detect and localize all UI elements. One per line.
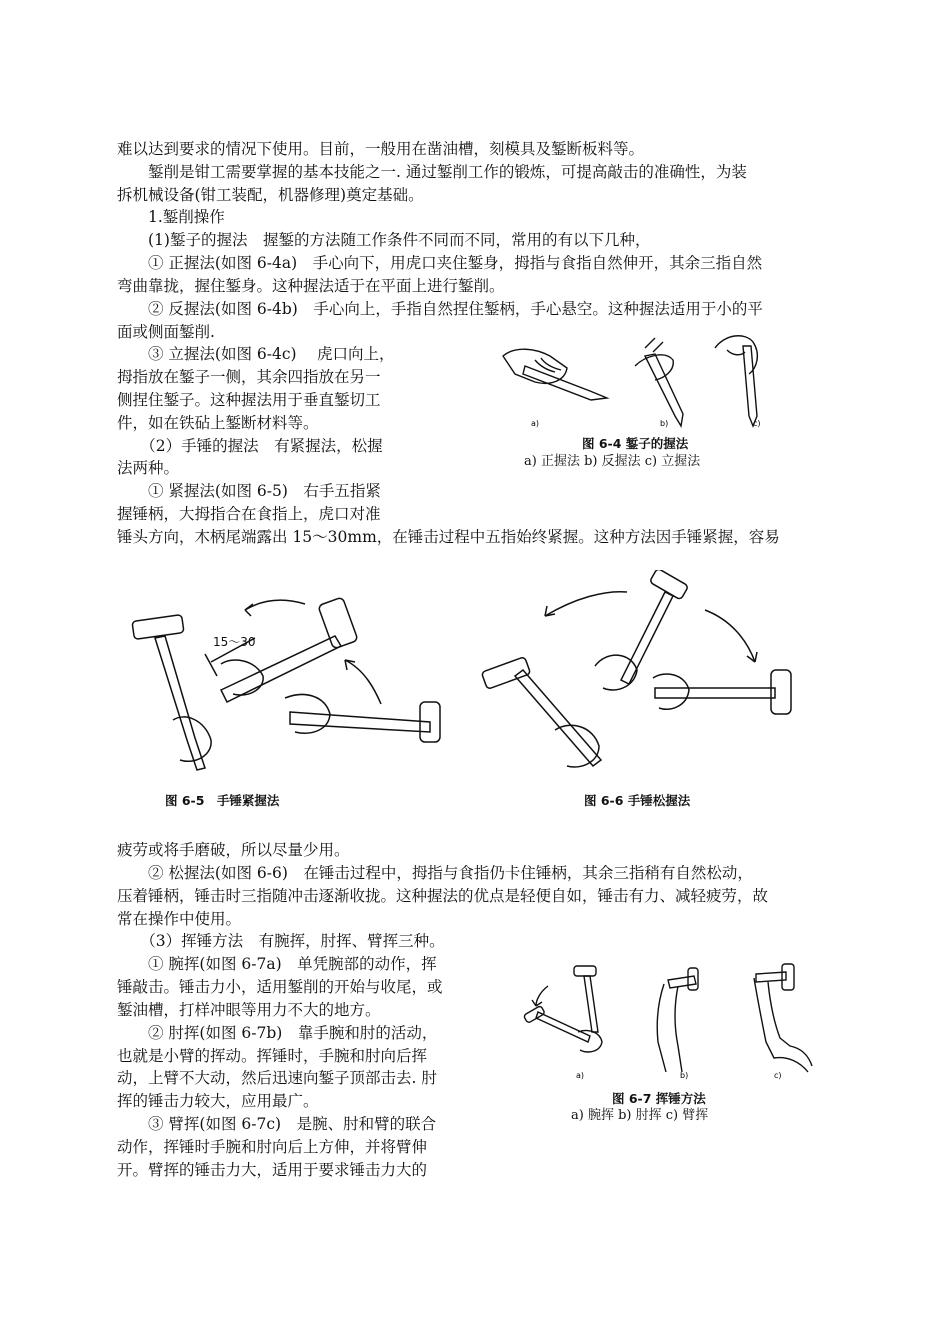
text-line: 侧捏住錾子。这种握法用于垂直錾切工 (117, 391, 381, 409)
text-line: 动，上臂不大动，然后迅速向錾子顶部击去. 肘 (117, 1069, 437, 1087)
figure-6-7-swing-methods (518, 962, 818, 1084)
figure-6-4-caption: 图 6-4 錾子的握法 (582, 436, 689, 451)
text-line: ① 腕挥(如图 6-7a) 单凭腕部的动作，挥 (117, 955, 437, 973)
text-line: 握锤柄，大拇指合在食指上，虎口对准 (117, 505, 381, 523)
text-line: ② 肘挥(如图 6-7b) 靠手腕和肘的活动， (117, 1024, 438, 1042)
text-line: 件，如在铁砧上錾断材料等。 (117, 414, 319, 432)
text-line: 錾油槽，打样冲眼等用力不大的地方。 (117, 1001, 381, 1019)
fig64-label-b: b) (660, 419, 669, 428)
figure-6-7-caption: 图 6-7 挥锤方法 (612, 1091, 706, 1106)
text-line: 疲劳或将手磨破，所以尽量少用。 (117, 841, 350, 859)
fig64-label-a: a) (531, 419, 540, 428)
fig67-label-b: b) (680, 1071, 689, 1080)
hammer-tight-grip-illustration (125, 590, 450, 780)
fig64-label-c: c) (753, 419, 761, 428)
text-line: （2）手锤的握法 有紧握法，松握 (117, 437, 383, 455)
text-line: 1.錾削操作 (117, 208, 225, 226)
text-line: 难以达到要求的情况下使用。目前，一般用在凿油槽，刻模具及錾断板料等。 (117, 140, 645, 158)
text-line: 錾削是钳工需要掌握的基本技能之一. 通过錾削工作的锻炼，可提高敲击的准确性，为装 (117, 163, 747, 181)
dimension-label: 15～30 (213, 635, 256, 649)
text-line: 弯曲靠拢，握住錾身。这种握法适于在平面上进行錾削。 (117, 277, 505, 295)
text-line: ① 紧握法(如图 6-5) 右手五指紧 (117, 482, 381, 500)
figure-6-7-subcaption: a) 腕挥 b) 肘挥 c) 臂挥 (571, 1108, 709, 1123)
text-line: (1)錾子的握法 握錾的方法随工作条件不同而不同，常用的有以下几种， (117, 231, 651, 249)
text-line: 锤敲击。锤击力小，适用錾削的开始与收尾，或 (117, 978, 443, 996)
figure-6-6-caption: 图 6-6 手锤松握法 (584, 793, 691, 808)
text-line: 动作，挥锤时手腕和肘向后上方伸，并将臂伸 (117, 1138, 428, 1156)
text-line: 锤头方向，木柄尾端露出 15～30mm，在锤击过程中五指始终紧握。这种方法因手锤紧握，容易 (117, 528, 780, 546)
text-line: 开。臂挥的锤击力大，适用于要求锤击力大的 (117, 1161, 428, 1179)
hammer-loose-grip-illustration (475, 570, 805, 780)
figure-6-4-chisel-grips (495, 326, 785, 432)
text-line: 面或侧面錾削. (117, 323, 215, 341)
chisel-grip-illustration (495, 326, 785, 432)
figure-6-5-caption: 图 6-5 手锤紧握法 (165, 793, 280, 808)
text-line: 法两种。 (117, 459, 180, 477)
text-line: （3）挥锤方法 有腕挥，肘挥、臂挥三种。 (117, 932, 445, 950)
text-line: 拇指放在錾子一侧，其余四指放在另一 (117, 368, 381, 386)
text-line: 压着锤柄，锤击时三指随冲击逐渐收拢。这种握法的优点是轻便自如，锤击有力、减轻疲劳，故 (117, 887, 769, 905)
figure-6-6-loose-grip (475, 570, 805, 780)
text-line: 也就是小臂的挥动。挥锤时，手腕和肘向后挥 (117, 1047, 428, 1065)
text-line: ② 松握法(如图 6-6) 在锤击过程中，拇指与食指仍卡住锤柄，其余三指稍有自然松动， (117, 864, 753, 882)
fig67-label-a: a) (576, 1071, 585, 1080)
text-line: 挥的锤击力较大，应用最广。 (117, 1092, 319, 1110)
text-line: ② 反握法(如图 6-4b) 手心向上，手指自然捏住錾柄，手心悬空。这种握法适用于小的平 (117, 300, 763, 318)
figure-6-4-subcaption: a) 正握法 b) 反握法 c) 立握法 (524, 454, 701, 469)
fig67-label-c: c) (774, 1071, 782, 1080)
hammer-swing-illustration (518, 962, 818, 1084)
figure-6-5-tight-grip (125, 590, 450, 780)
text-line: 常在操作中使用。 (117, 910, 242, 928)
text-line: ① 正握法(如图 6-4a) 手心向下，用虎口夹住錾身，拇指与食指自然伸开，其余三指自然 (117, 254, 763, 272)
text-line: 拆机械设备(钳工装配，机器修理)奠定基础。 (117, 186, 424, 204)
text-line: ③ 立握法(如图 6-4c) 虎口向上， (117, 345, 395, 363)
text-line: ③ 臂挥(如图 6-7c) 是腕、肘和臂的联合 (117, 1115, 437, 1133)
